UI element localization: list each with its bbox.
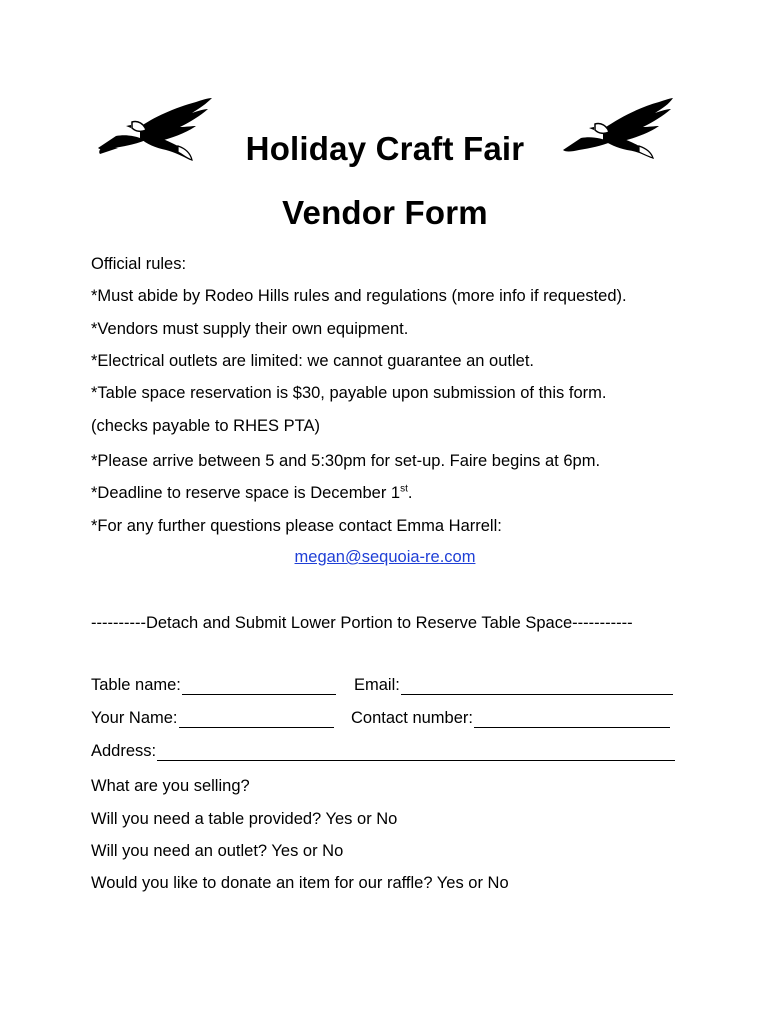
form-row-table-email <box>91 676 681 698</box>
table-name-blank[interactable] <box>182 678 336 695</box>
page-subtitle: Vendor Form <box>282 194 488 231</box>
address-blank[interactable] <box>157 744 675 761</box>
your-name-field[interactable] <box>91 709 334 728</box>
table-name-label: Table name: <box>91 676 181 694</box>
address-label: Address: <box>91 742 157 760</box>
contact-email-link[interactable]: megan@sequoia-re.com <box>294 548 476 566</box>
question-item: What are you selling? <box>91 777 250 795</box>
deadline-suffix: st <box>400 483 408 495</box>
contact-rule: *For any further questions please contact Emma Harrell: <box>91 517 502 535</box>
contact-number-blank[interactable] <box>474 711 670 728</box>
rules-heading: Official rules: <box>91 255 187 273</box>
email-label: Email: <box>354 676 400 694</box>
table-name-field[interactable] <box>91 676 336 695</box>
rule-item: *Table space reservation is $30, payable upon submission of this form. <box>91 384 607 402</box>
deadline-end: . <box>407 484 413 502</box>
page-title: Holiday Craft Fair <box>245 130 525 167</box>
email-field[interactable] <box>354 676 673 695</box>
form-row-name-contact <box>91 709 681 731</box>
rule-item: (checks payable to RHES PTA) <box>91 417 320 435</box>
rule-item: *Must abide by Rodeo Hills rules and regulations (more info if requested). <box>91 287 627 305</box>
rule-item: *Please arrive between 5 and 5:30pm for set-up. Faire begins at 6pm. <box>91 452 601 470</box>
question-item: Will you need a table provided? Yes or No <box>91 810 398 828</box>
question-item: Would you like to donate an item for our raffle? Yes or No <box>91 874 509 892</box>
address-field[interactable] <box>91 742 675 761</box>
email-blank[interactable] <box>401 678 673 695</box>
contact-number-label: Contact number: <box>351 709 473 727</box>
your-name-blank[interactable] <box>179 711 334 728</box>
detach-line: ----------Detach and Submit Lower Portion to Reserve Table Space----------- <box>91 614 633 632</box>
contact-number-field[interactable] <box>351 709 670 728</box>
deadline-rule <box>91 483 731 503</box>
your-name-label: Your Name: <box>91 709 178 727</box>
form-row-address <box>91 742 681 764</box>
deadline-text: *Deadline to reserve space is December 1 <box>91 484 401 502</box>
rule-item: *Vendors must supply their own equipment. <box>91 320 409 338</box>
rule-item: *Electrical outlets are limited: we cannot guarantee an outlet. <box>91 352 535 370</box>
question-item: Will you need an outlet? Yes or No <box>91 842 344 860</box>
